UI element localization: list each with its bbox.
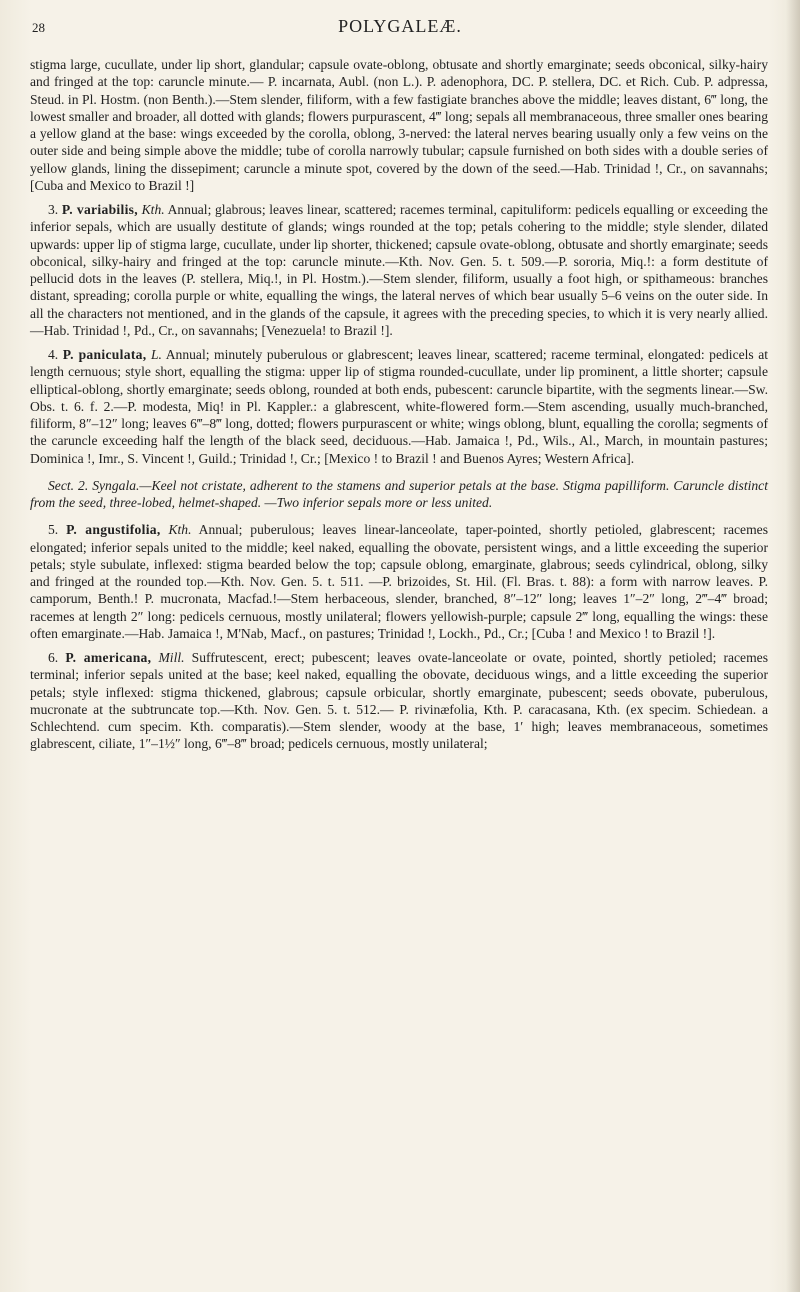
paragraph-continuation <box>30 56 768 194</box>
section-text: Sect. 2. Syngala.—Keel not cristate, adherent to the stamens and superior petals at the base. Stigma papilliform. Caruncle distinct from the seed, three-lobed, helmet-shaped. —Two inferior sepals more or less united. <box>30 477 768 510</box>
species-description: Annual; puberulous; leaves linear-lanceolate, taper-pointed, shortly petioled, glabrescent; racemes elongated; inferior sepals united to the middle; keel naked, equalling the obovate, persistent wings, and a little exceeding the superior petals; style subulate, inflexed: stigma bearded below the top; capsule oblong, emarginate, glabrous; seeds cylindrical, oblong, silky and fringed at the rounded top.—Kth. Nov. Gen. 5. t. 511. —P. brizoides, St. Hil. (Fl. Bras. t. 88): a form with narrow leaves. P. camporum, Benth.! P. mucronata, Macfad.!—Stem herbaceous, slender, branched, 8″–12″ long; leaves 1″–2″ long, 2‴–4‴ broad; racemes at length 2″ long: pedicels cernuous, mostly unilateral; flowers yellowish-purple; capsule 2‴ long, equalling the wings: these often emarginate.—Hab. Jamaica !, M'Nab, Macf., on pastures; Trinidad !, Lockh., Pd., Cr.; [Cuba ! and Mexico ! to Brazil !]. <box>30 522 768 641</box>
species-author: Mill. <box>158 650 185 665</box>
species-description: Annual; glabrous; leaves linear, scattered; racemes terminal, capituliform: pedicels equalling or exceeding the inferior sepals, which are usually destitute of glands; wings rounded at the top; petals cohering to the middle; style slender, dilated upwards: upper lip of stigma large, cucullate, under lip shorter, thickened; capsule ovate-oblong, obtusate and shortly emarginate; seeds obconical, silky-hairy and fringed at the top: caruncle minute.—Kth. Nov. Gen. 5. t. 509.—P. sororia, Miq.!: a form destitute of pellucid dots in the leaves (P. stellera, Miq.!, in Pl. Hostm.).—Stem slender, filiform, usually a foot high, or spithameous: branches distant, spreading; corolla purple or white, equalling the wings, the lateral nerves of which bear usually 5–6 veins on the outer side. In all the characters not mentioned, and in the glands of the capsule, it agrees with the preceding species, to which it is very nearly allied.—Hab. Trinidad !, Pd., Cr., on savannahs; [Venezuela! to Brazil !]. <box>30 202 768 338</box>
species-description: Annual; minutely puberulous or glabrescent; leaves linear, scattered; raceme terminal, elongated: pedicels at length cernuous; style short, equalling the stigma: upper lip of stigma rounded-cucullate, under lip prominent, a little shorter; capsule elliptical-oblong, shortly emarginate; seeds oblong, rounded at both ends, pubescent: caruncle bipartite, with the segments linear.—Sw. Obs. t. 6. f. 2.—P. modesta, Miq! in Pl. Kappler.: a glabrescent, white-flowered form.—Stem ascending, usually much-branched, filiform, 8″–12″ long; leaves 6‴–8‴ long, dotted; flowers purpurascent or white; wings oblong, blunt, equalling the corolla; segments of the caruncle exceeding half the length of the black seed, deciduous.—Hab. Jamaica !, Pd., Wils., Al., March, in mountain pastures; Dominica !, Imr., S. Vincent !, Guild.; Trinidad !, Cr.; [Mexico ! to Brazil ! and Buenos Ayres; Western Africa]. <box>30 347 769 466</box>
page-edge-shadow <box>786 0 800 1292</box>
species-name: P. americana, <box>65 650 152 665</box>
species-name: P. angustifolia, <box>66 522 161 538</box>
section-heading <box>30 477 768 512</box>
species-author: Kth. <box>168 522 192 538</box>
page-body <box>30 56 768 760</box>
species-number: 3. <box>48 202 59 217</box>
page-number: 28 <box>32 20 45 35</box>
species-entry <box>30 521 768 642</box>
species-author: L. <box>150 347 162 362</box>
species-entry <box>30 201 768 339</box>
species-description: Suffrutescent, erect; pubescent; leaves ovate-lanceolate or ovate, pointed, shortly petioled; racemes terminal; inferior sepals united at the base; keel naked, equalling the obovate, deciduous wings, and a little exceeding the superior petals; style inflexed: stigma thickened, glabrous; capsule orbicular, shortly emarginate, pubescent; seeds obovate, puberulous, mucronate at the subtruncate top.—Kth. Nov. Gen. 5. t. 512.— P. rivinæfolia, Kth. P. caracasana, Kth. (ex specim. Schiedean. a Schlechtend. cum specim. Kth. comparatis).—Stem slender, woody at the base, 1′ high; leaves membranaceous, sometimes glabrescent, ciliate, 1″–1½″ long, 6‴–8‴ broad; pedicels cernuous, mostly unilateral; <box>30 650 768 752</box>
species-number: 4. <box>48 347 59 362</box>
species-name: P. paniculata, <box>62 347 147 362</box>
page-header <box>30 16 770 40</box>
species-entry <box>30 649 768 753</box>
species-number: 5. <box>48 522 59 538</box>
species-number: 6. <box>48 650 59 665</box>
running-title: POLYGALEÆ. <box>338 16 462 36</box>
species-name: P. variabilis, <box>61 202 138 217</box>
paragraph-text: stigma large, cucullate, under lip short, glandular; capsule ovate-oblong, obtusate and shortly emarginate; seeds obconical, silky-hairy and fringed at the top: caruncle minute.— P. incarnata, Aubl. (non L.). P. adenophora, DC. P. stellera, DC. et Rich. Cub. P. adpressa, Steud. in Pl. Hostm. (non Benth.).—Stem slender, filiform, with a few fastigiate branches above the middle; leaves distant, 6‴ long, the lowest smaller and broader, all dotted with glands; flowers purpurascent, 4‴ long; sepals all membranaceous, three smaller ones bearing a yellow gland at the base: wings exceeded by the corolla, oblong, 3-nerved: the lateral nerves bearing usually only a few veins on the outer side and being simple above the middle; tube of corolla narrowly tubular; capsule furnished on both sides with a double series of yellow glands, lining the dissepiment; caruncle a minute spot, covered by the down of the seed.—Hab. Trinidad !, Cr., on savannahs; [Cuba and Mexico to Brazil !] <box>30 57 768 193</box>
species-author: Kth. <box>141 202 165 217</box>
species-entry <box>30 346 768 467</box>
